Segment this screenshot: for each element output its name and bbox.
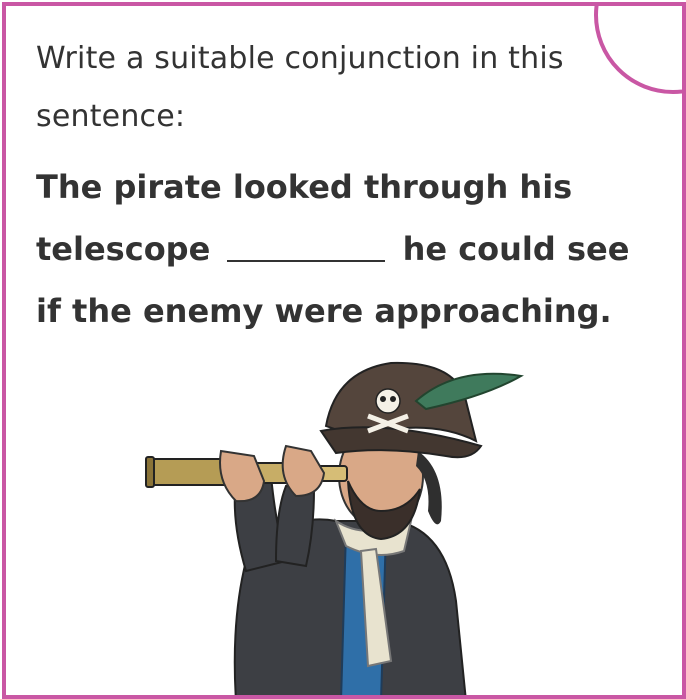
- answer-blank[interactable]: [227, 230, 385, 262]
- task-card: [2, 2, 686, 699]
- sentence-part-1: The pirate looked through his telescope: [36, 168, 573, 268]
- instruction-text: Write a suitable conjunction in this sentence:: [36, 41, 564, 134]
- sentence-part-2: he could see if the enemy were approaching.: [36, 230, 630, 330]
- pirate-telescope-illustration: [136, 361, 536, 699]
- corner-badge: [594, 2, 686, 94]
- question-sentence: [36, 156, 636, 342]
